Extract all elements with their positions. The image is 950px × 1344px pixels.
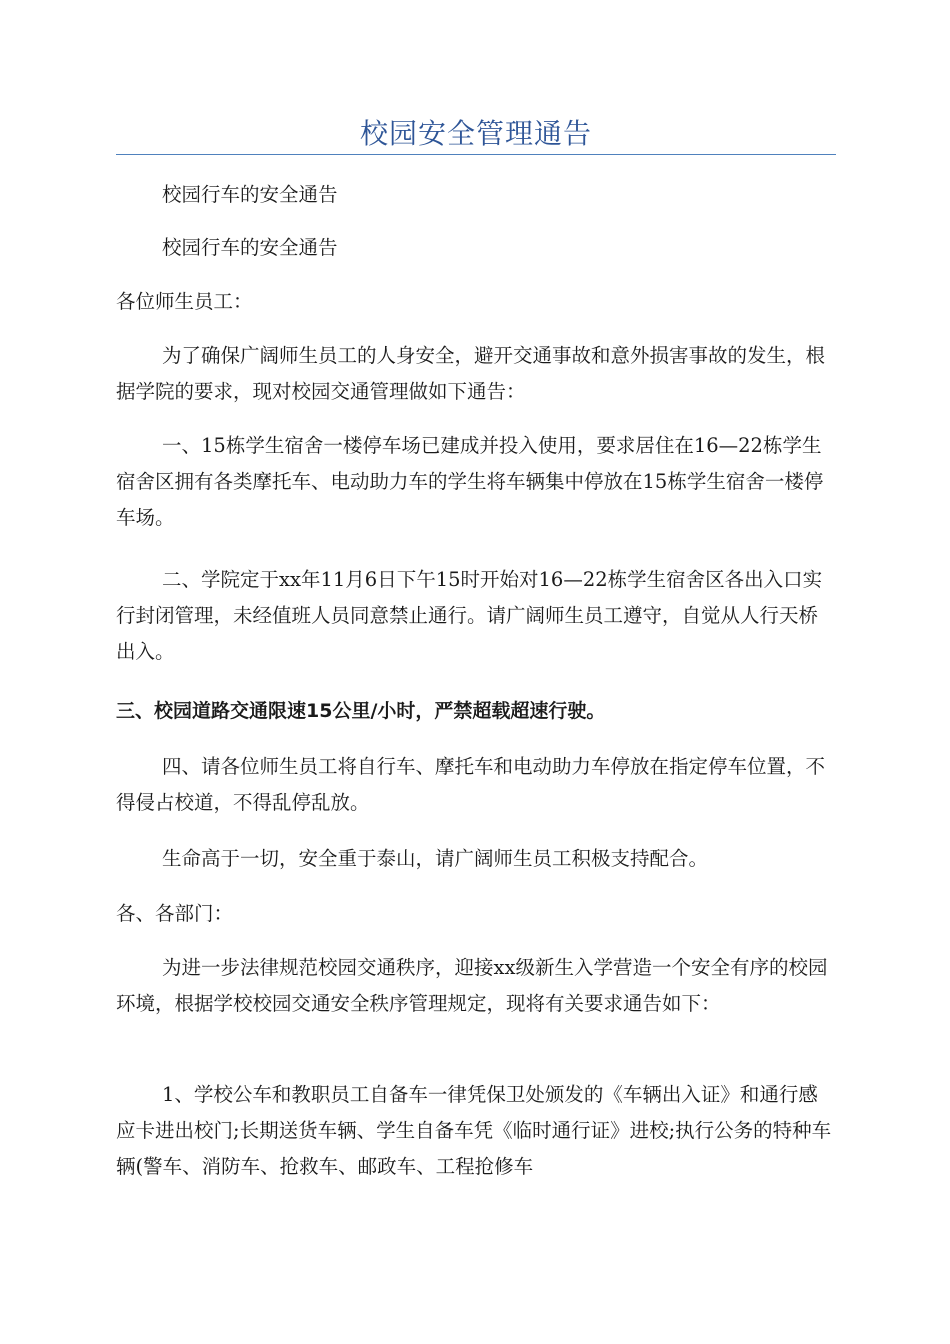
salutation: 各位师生员工： <box>116 290 253 313</box>
subtitle-2: 校园行车的安全通告 <box>162 236 338 259</box>
intro-paragraph: 为了确保广阔师生员工的人身安全，避开交通事故和意外损害事故的发生，根据学院的要求，现对校园交通管理做如下通告： <box>116 344 826 403</box>
item-2-paragraph: 二、学院定于xx年11月6日下午15时开始对16—22栋学生宿舍区各出入口实行封闭管理，未经值班人员同意禁止通行。请广阔师生员工遵守，自觉从人行天桥出入。 <box>116 568 823 663</box>
rule-1-paragraph: 1、学校公车和教职员工自备车一律凭保卫处颁发的《车辆出入证》和通行感应卡进出校门;长期送货车辆、学生自备车凭《临时通行证》进校;执行公务的特种车辆(警车、消防车、抢救车、邮政车、工程抢修车 <box>116 1083 832 1178</box>
title-underline <box>116 154 836 155</box>
closing-paragraph: 生命高于一切，安全重于泰山，请广阔师生员工积极支持配合。 <box>162 847 709 870</box>
item-1-paragraph: 一、15栋学生宿舍一楼停车场已建成并投入使用，要求居住在16—22栋学生宿舍区拥有各类摩托车、电动助力车的学生将车辆集中停放在15栋学生宿舍一楼停车场。 <box>116 434 824 529</box>
document-title: 校园安全管理通告 <box>359 117 592 150</box>
notice-intro-paragraph: 为进一步法律规范校园交通秩序，迎接xx级新生入学营造一个安全有序的校园环境，根据学校校园交通安全秩序管理规定，现将有关要求通告如下： <box>116 956 828 1015</box>
item-3-paragraph: 三、校园道路交通限速15公里/小时，严禁超载超速行驶。 <box>116 700 606 722</box>
departments-salutation: 各、各部门： <box>116 902 234 925</box>
subtitle-1: 校园行车的安全通告 <box>162 183 338 206</box>
item-4-paragraph: 四、请各位师生员工将自行车、摩托车和电动助力车停放在指定停车位置，不得侵占校道，不得乱停乱放。 <box>116 755 826 814</box>
